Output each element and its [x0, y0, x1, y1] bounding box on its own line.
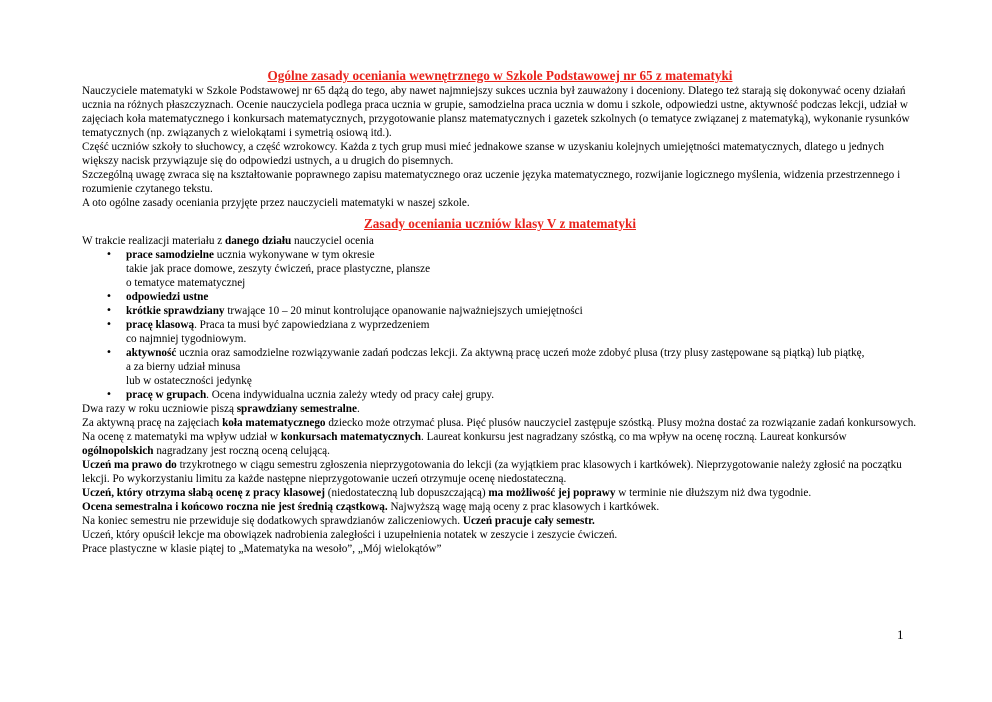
document-title: Ogólne zasady oceniania wewnętrznego w Szkole Podstawowej nr 65 z matematyki — [267, 68, 733, 83]
list-item-oral-answers — [82, 290, 918, 304]
rule-competitions — [82, 430, 918, 458]
list-item-class-test — [82, 318, 918, 346]
lead-text-end: nauczyciel ocenia — [291, 235, 374, 247]
rule-art-works: Prace plastyczne w klasie piątej to „Matematyka na wesoło”, „Mój wielokątów” — [82, 543, 442, 555]
rule-final-grade — [82, 500, 918, 514]
item-text: ucznia oraz samodzielne rozwiązywanie zadań podczas lekcji. Za aktywną pracę uczeń może zdobyć plusa (trzy plusy zastępowane są piątką) lub piątkę, — [176, 347, 865, 359]
intro-paragraph-2: Część uczniów szkoły to słuchowcy, a część wzrokowcy. Każda z tych grup musi mieć jednakowe szanse w uzyskaniu kolejnych umiejętności matematycznych, dlatego u jednych większy nacisk przywiązuje się do odpowiedzi ustnych, a u drugich do pisemnych. — [82, 141, 884, 167]
rule-semester-end — [82, 514, 918, 528]
rule-retake — [82, 486, 918, 500]
rule-semester-tests — [82, 402, 918, 416]
rule-text: trzykrotnego w ciągu semestru zgłoszenia nieprzygotowania do lekcji (za wyjątkiem prac klasowych i kartkówek). Nieprzygotowanie należy zgłosić na początku lekcji. Po wykorzystaniu limitu za każde następne nieprzygotowanie uczeń otrzymuje ocenę niedostateczną. — [82, 459, 902, 485]
item-text: trwające 10 – 20 minut kontrolujące opanowanie najważniejszych umiejętności — [224, 305, 583, 317]
assessment-list — [82, 248, 918, 402]
item-text: ucznia wykonywane w tym okresie — [213, 249, 375, 261]
rule-text: Na ocenę z matematyki ma wpływ udział w — [82, 431, 281, 443]
rule-text: . Laureat konkursu jest nagradzany szóstką, co ma wpływ na ocenę roczną. Laureat konkursów — [420, 431, 847, 443]
item-bold: krótkie sprawdziany — [126, 305, 225, 317]
item-text: lub w ostateczności jedynkę — [126, 375, 252, 387]
rule-bold: Ocena semestralna i końcowo roczna nie jest średnią cząstkową. — [82, 501, 388, 513]
item-text: o tematyce matematycznej — [126, 277, 246, 289]
list-item-activity — [82, 346, 918, 388]
item-bold: odpowiedzi ustne — [126, 291, 209, 303]
rule-absence: Uczeń, który opuścił lekcje ma obowiązek nadrobienia zaległości i uzupełnienia notatek w zeszycie i zeszycie ćwiczeń. — [82, 529, 618, 541]
lead-text: W trakcie realizacji materiału z — [82, 235, 225, 247]
rule-bold: ogólnopolskich — [82, 445, 154, 457]
rule-text: Dwa razy w roku uczniowie piszą — [82, 403, 237, 415]
intro-paragraph-3: Szczególną uwagę zwraca się na kształtowanie poprawnego zapisu matematycznego oraz uczenie języka matematycznego, rozwijanie logicznego myślenia, widzenia przestrzennego i rozumienie czytanego tekstu. — [82, 169, 901, 195]
rule-unprepared — [82, 458, 918, 486]
item-bold: prace samodzielne — [126, 249, 214, 261]
lead-sentence — [82, 234, 918, 248]
rule-text: Za aktywną pracę na zajęciach — [82, 417, 223, 429]
rule-text: Najwyższą wagę mają oceny z prac klasowych i kartkówek. — [387, 501, 660, 513]
list-item-group-work — [82, 388, 918, 402]
list-item-independent-work — [82, 248, 918, 290]
list-item-short-tests — [82, 304, 918, 318]
rule-bold: konkursach matematycznych — [280, 431, 421, 443]
item-bold: pracę w grupach — [126, 389, 207, 401]
rule-text: Na koniec semestru nie przewiduje się dodatkowych sprawdzianów zaliczeniowych. — [82, 515, 463, 527]
rule-bold: ma możliwość jej poprawy — [488, 487, 616, 499]
item-text: . Praca ta musi być zapowiedziana z wyprzedzeniem — [194, 319, 430, 331]
item-bold: aktywność — [126, 347, 177, 359]
item-text: takie jak prace domowe, zeszyty ćwiczeń, prace plastyczne, plansze — [126, 263, 431, 275]
rule-text: . — [356, 403, 360, 415]
intro-paragraph-4: A oto ogólne zasady oceniania przyjęte przez nauczycieli matematyki w naszej szkole. — [82, 197, 470, 209]
rule-bold: sprawdziany semestralne — [236, 403, 357, 415]
lead-bold: danego działu — [224, 235, 292, 247]
rule-bold: Uczeń, który otrzyma słabą ocenę z pracy klasowej — [82, 487, 325, 499]
rule-bold: Uczeń ma prawo do — [82, 459, 177, 471]
rule-math-club — [82, 416, 918, 430]
item-text: co najmniej tygodniowym. — [126, 333, 247, 345]
rule-bold: Uczeń pracuje cały semestr. — [462, 515, 595, 527]
intro-paragraph-1: Nauczyciele matematyki w Szkole Podstawowej nr 65 dążą do tego, aby nawet najmniejszy sukces ucznia był zauważony i doceniony. Dlatego też starają się dokonywać oceny działań ucznia na różnych płaszczyznach. Ocenie nauczyciela podlega praca ucznia w grupie, samodzielna praca ucznia w domu i szkole, odpowiedzi ustne, aktywność podczas lekcji, udział w zajęciach koła matematycznego i konkursach matematycznych, przygotowanie plansz matematycznych i gazetek szkolnych (o tematyce związanej z matematyką), wykonanie rysunków tematycznych (np. związanych z wielokątami i symetrią osiową itd.). — [82, 85, 910, 139]
rule-text: dziecko może otrzymać plusa. Pięć plusów nauczyciel zastępuje szóstką. Plusy można dostać za rozwiązanie zadań konkursowych. — [325, 417, 917, 429]
page-number: 1 — [897, 627, 904, 642]
item-bold: pracę klasową — [126, 319, 195, 331]
rule-text: w terminie nie dłuższym niż dwa tygodnie. — [615, 487, 812, 499]
rule-text: nagradzany jest roczną oceną celującą. — [153, 445, 330, 457]
rule-text: (niedostateczną lub dopuszczającą) — [324, 487, 489, 499]
rule-bold: koła matematycznego — [222, 417, 326, 429]
document-page — [82, 68, 918, 556]
item-text: a za bierny udział minusa — [126, 361, 241, 373]
item-text: . Ocena indywidualna ucznia zależy wtedy od pracy całej grupy. — [206, 389, 495, 401]
section-title: Zasady oceniania uczniów klasy V z matematyki — [363, 216, 637, 231]
